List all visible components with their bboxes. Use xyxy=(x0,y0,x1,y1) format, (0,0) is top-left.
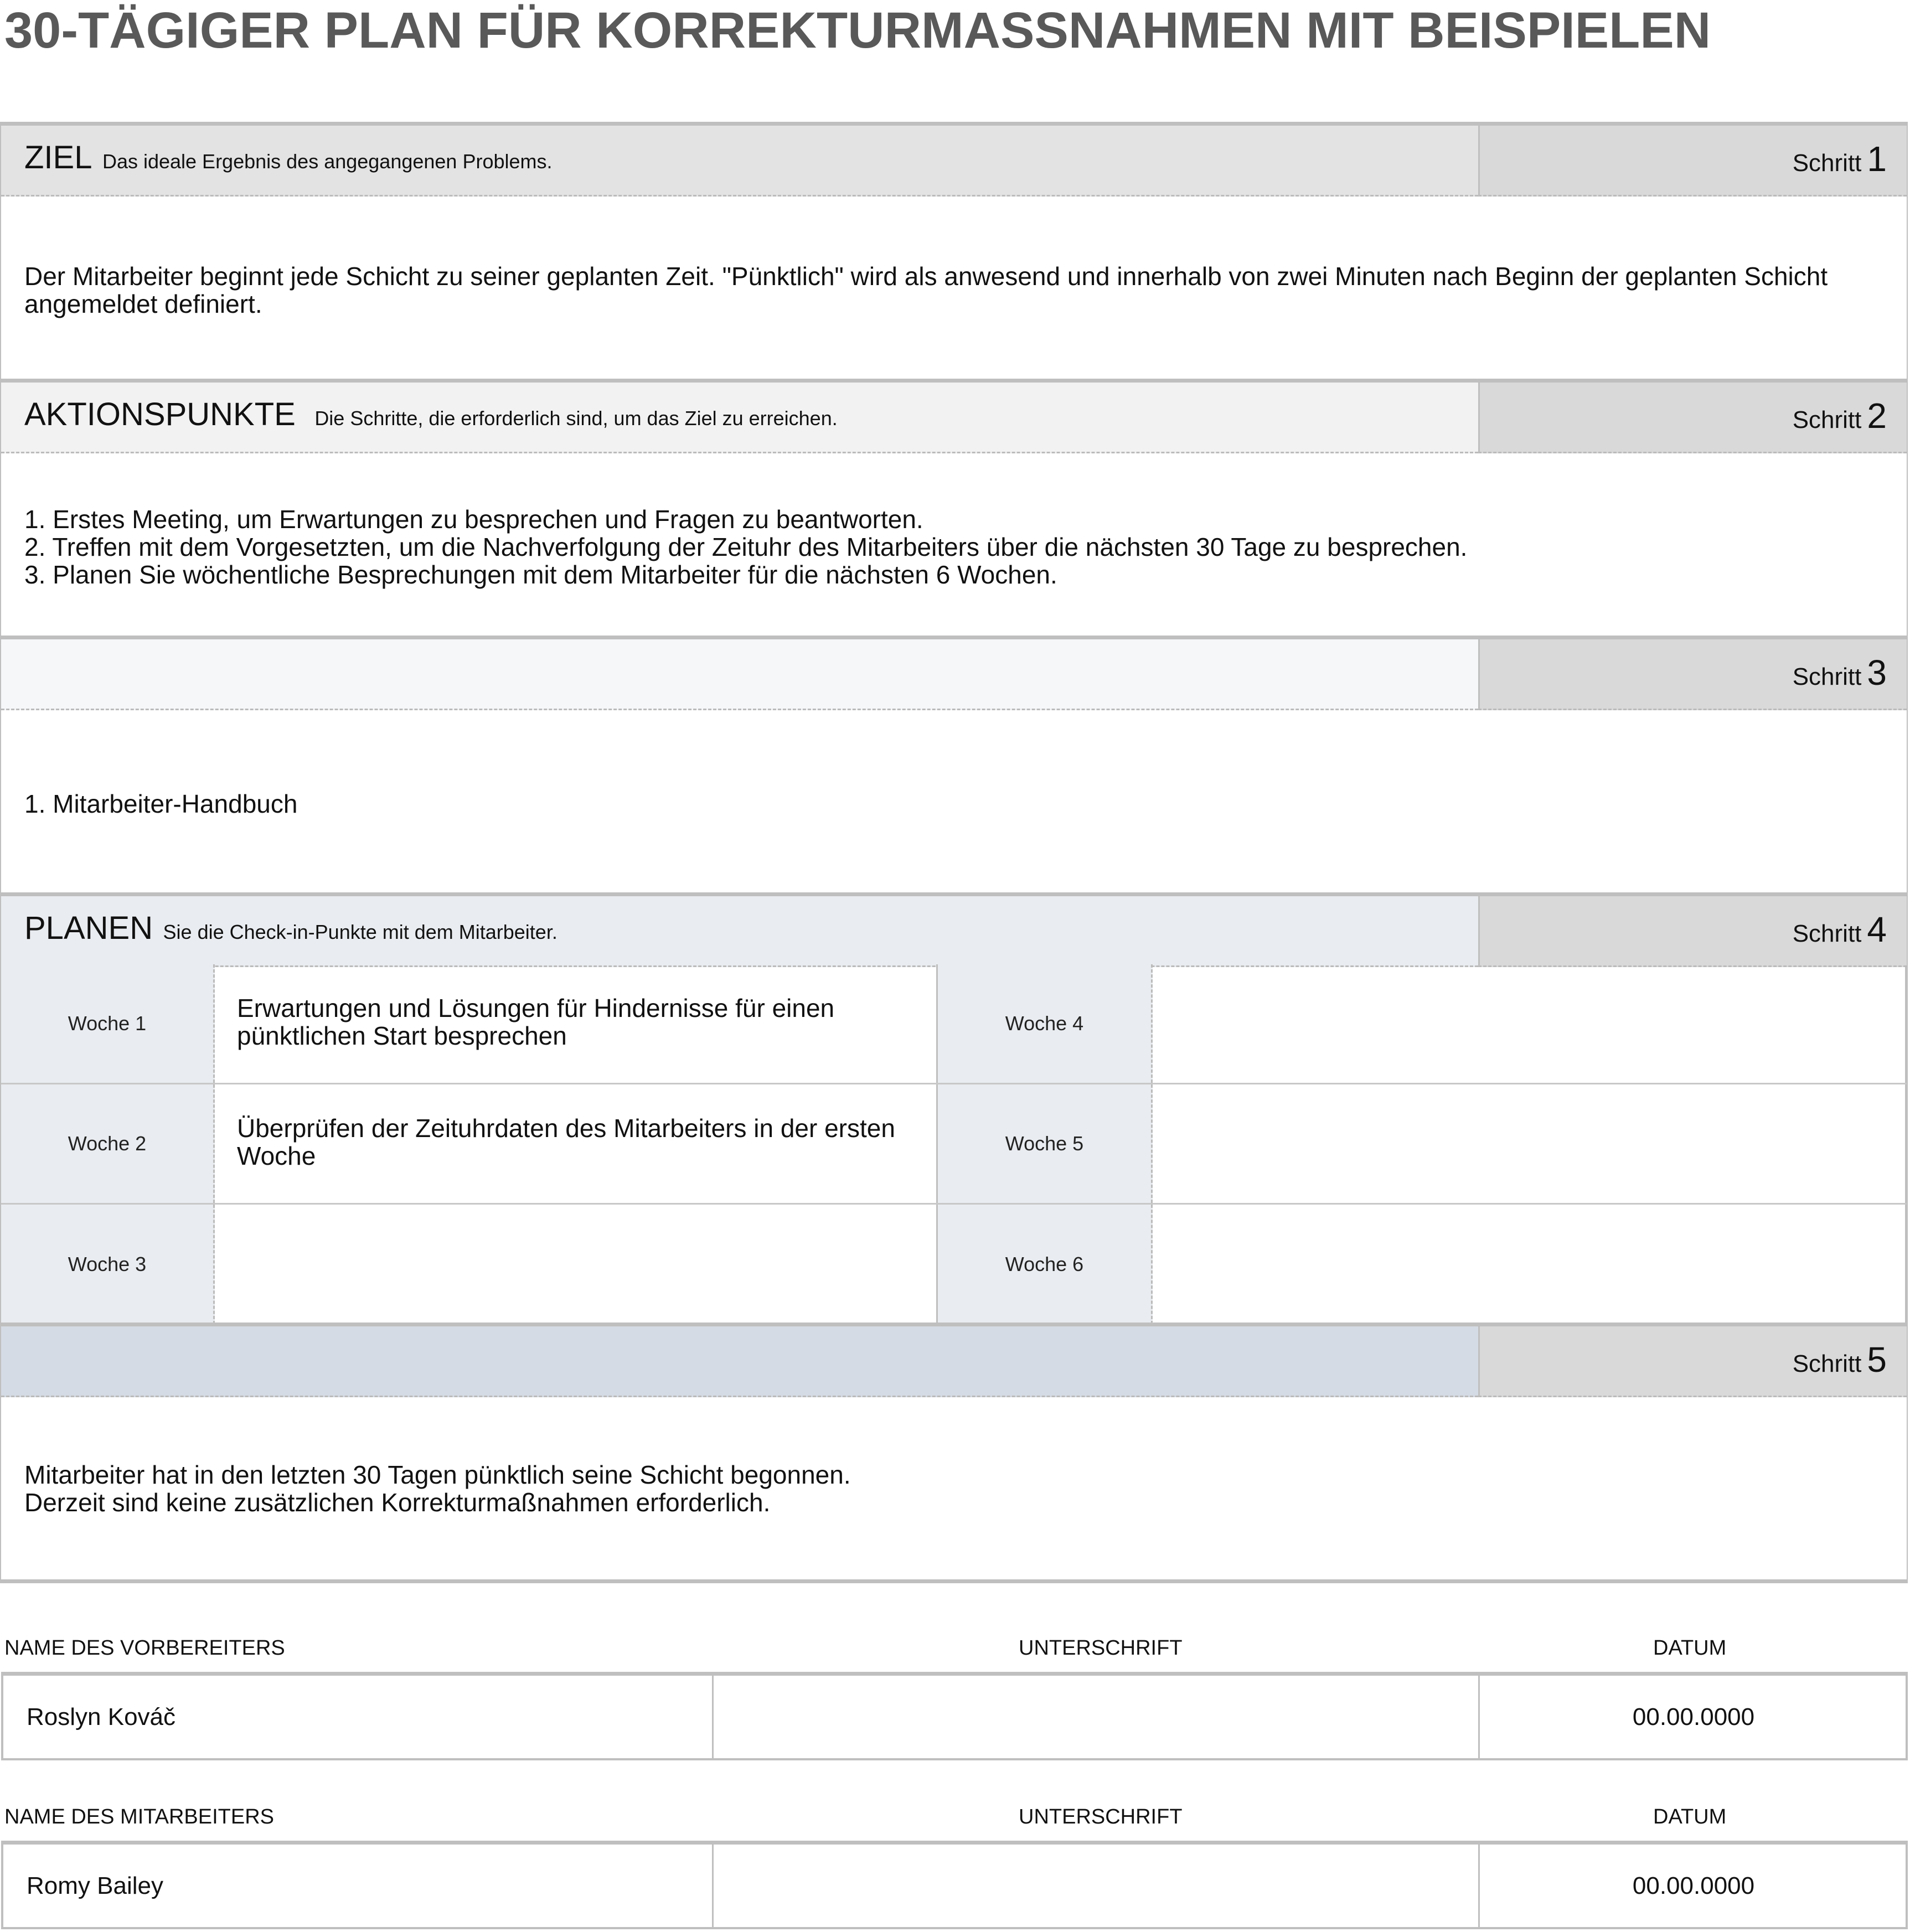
section-plan-step xyxy=(1478,896,1907,967)
section-actions-header xyxy=(1,383,1478,453)
week-3-entry[interactable] xyxy=(215,1205,938,1324)
week-6-entry[interactable] xyxy=(1153,1205,1907,1324)
divider xyxy=(0,636,1908,639)
week-4-entry[interactable] xyxy=(1153,964,1907,1083)
week-grid xyxy=(1,964,1907,1324)
preparer-date-label: DATUM xyxy=(1653,1636,1727,1660)
section-actions-step xyxy=(1478,383,1907,453)
week-5-entry[interactable] xyxy=(1153,1084,1907,1203)
section-goal-header xyxy=(1,126,1478,197)
divider xyxy=(0,379,1908,383)
week-label: Woche 2 xyxy=(1,1084,215,1203)
frame-bottom-line xyxy=(0,1579,1908,1583)
column-divider xyxy=(712,1676,714,1759)
section-result-step xyxy=(1478,1326,1907,1397)
section-goal-title: ZIEL xyxy=(24,140,92,175)
employee-date-field[interactable]: 00.00.0000 xyxy=(1632,1872,1755,1899)
preparer-name-field[interactable]: Roslyn Kováč xyxy=(27,1703,176,1730)
week-label: Woche 4 xyxy=(938,964,1153,1083)
column-divider xyxy=(712,1845,714,1928)
preparer-name-label: NAME DES VORBEREITERS xyxy=(4,1636,285,1660)
divider xyxy=(0,892,1908,896)
preparer-signature-label: UNTERSCHRIFT xyxy=(1019,1636,1183,1660)
section-result-body[interactable] xyxy=(1,1397,1907,1580)
section-plan xyxy=(1,896,1907,967)
section-resources-text: 1. Mitarbeiter-Handbuch xyxy=(24,789,298,818)
step-label: Schritt xyxy=(1792,1350,1862,1377)
section-plan-title: PLANEN xyxy=(24,910,153,946)
step-number: 5 xyxy=(1867,1340,1887,1380)
week-label: Woche 5 xyxy=(938,1084,1153,1203)
section-actions-title: AKTIONSPUNKTE xyxy=(24,396,296,432)
step-number: 3 xyxy=(1867,653,1887,693)
section-goal-body[interactable] xyxy=(1,197,1907,383)
step-number: 2 xyxy=(1867,396,1887,436)
week-label: Woche 3 xyxy=(1,1205,215,1324)
employee-signature-label: UNTERSCHRIFT xyxy=(1019,1805,1183,1828)
section-actions xyxy=(1,383,1907,637)
column-divider xyxy=(1478,1845,1480,1928)
week-1-entry[interactable]: Erwartungen und Lösungen für Hindernisse für einen pünktlichen Start besprechen xyxy=(215,964,938,1083)
section-resources-step xyxy=(1478,639,1907,710)
preparer-signature-field[interactable] xyxy=(714,1676,1478,1759)
section-actions-desc: Die Schritte, die erforderlich sind, um das Ziel zu erreichen. xyxy=(314,407,838,430)
employee-signature-row xyxy=(1,1841,1908,1929)
section-resources xyxy=(1,639,1907,894)
step-label: Schritt xyxy=(1792,920,1862,947)
page-title: 30-TÄGIGER PLAN FÜR KORREKTURMASSNAHMEN MIT BEISPIELEN xyxy=(4,2,1711,59)
employee-name-field[interactable]: Romy Bailey xyxy=(27,1872,163,1899)
employee-name-label: NAME DES MITARBEITERS xyxy=(4,1805,275,1828)
divider xyxy=(0,1323,1908,1326)
step-label: Schritt xyxy=(1792,663,1862,690)
section-goal xyxy=(1,126,1907,380)
section-result-text: Mitarbeiter hat in den letzten 30 Tagen pünktlich seine Schicht begonnen. Derzeit sind keine zusätzlichen Korrekturmaßnahmen erforderlich. xyxy=(24,1460,851,1517)
section-goal-text: Der Mitarbeiter beginnt jede Schicht zu seiner geplanten Zeit. "Pünktlich" wird als anwesend und innerhalb von zwei Minuten nach Beginn der geplanten Schicht angemeldet definiert. xyxy=(24,261,1828,318)
column-divider xyxy=(1478,1676,1480,1759)
section-goal-step xyxy=(1478,126,1907,197)
section-result-header xyxy=(1,1326,1478,1397)
preparer-signature-row xyxy=(1,1672,1908,1760)
week-2-entry[interactable]: Überprüfen der Zeituhrdaten des Mitarbeiters in der ersten Woche xyxy=(215,1084,938,1203)
section-actions-text: 1. Erstes Meeting, um Erwartungen zu besprechen und Fragen zu beantworten. 2. Treffen mit dem Vorgesetzten, um die Nachverfolgung der Zeituhr des Mitarbeiters über die nächsten 30 Tage zu besprechen. 3. Planen Sie wöchentliche Besprechungen mit dem Mitarbeiter für die nächsten 6 Wochen. xyxy=(24,504,1468,589)
employee-date-label: DATUM xyxy=(1653,1805,1727,1828)
week-label: Woche 6 xyxy=(938,1205,1153,1324)
section-plan-desc: Sie die Check-in-Punkte mit dem Mitarbeiter. xyxy=(163,921,557,943)
section-resources-body[interactable] xyxy=(1,710,1907,897)
step-label: Schritt xyxy=(1792,406,1862,433)
step-number: 4 xyxy=(1867,910,1887,949)
step-number: 1 xyxy=(1867,139,1887,179)
section-goal-desc: Das ideale Ergebnis des angegangenen Problems. xyxy=(102,150,553,173)
employee-signature-field[interactable] xyxy=(714,1845,1478,1928)
section-plan-header xyxy=(1,896,1478,967)
step-label: Schritt xyxy=(1792,149,1862,177)
week-label: Woche 1 xyxy=(1,964,215,1083)
preparer-date-field[interactable]: 00.00.0000 xyxy=(1632,1703,1755,1730)
section-actions-body[interactable] xyxy=(1,453,1907,640)
section-result xyxy=(1,1326,1907,1581)
section-resources-header xyxy=(1,639,1478,710)
